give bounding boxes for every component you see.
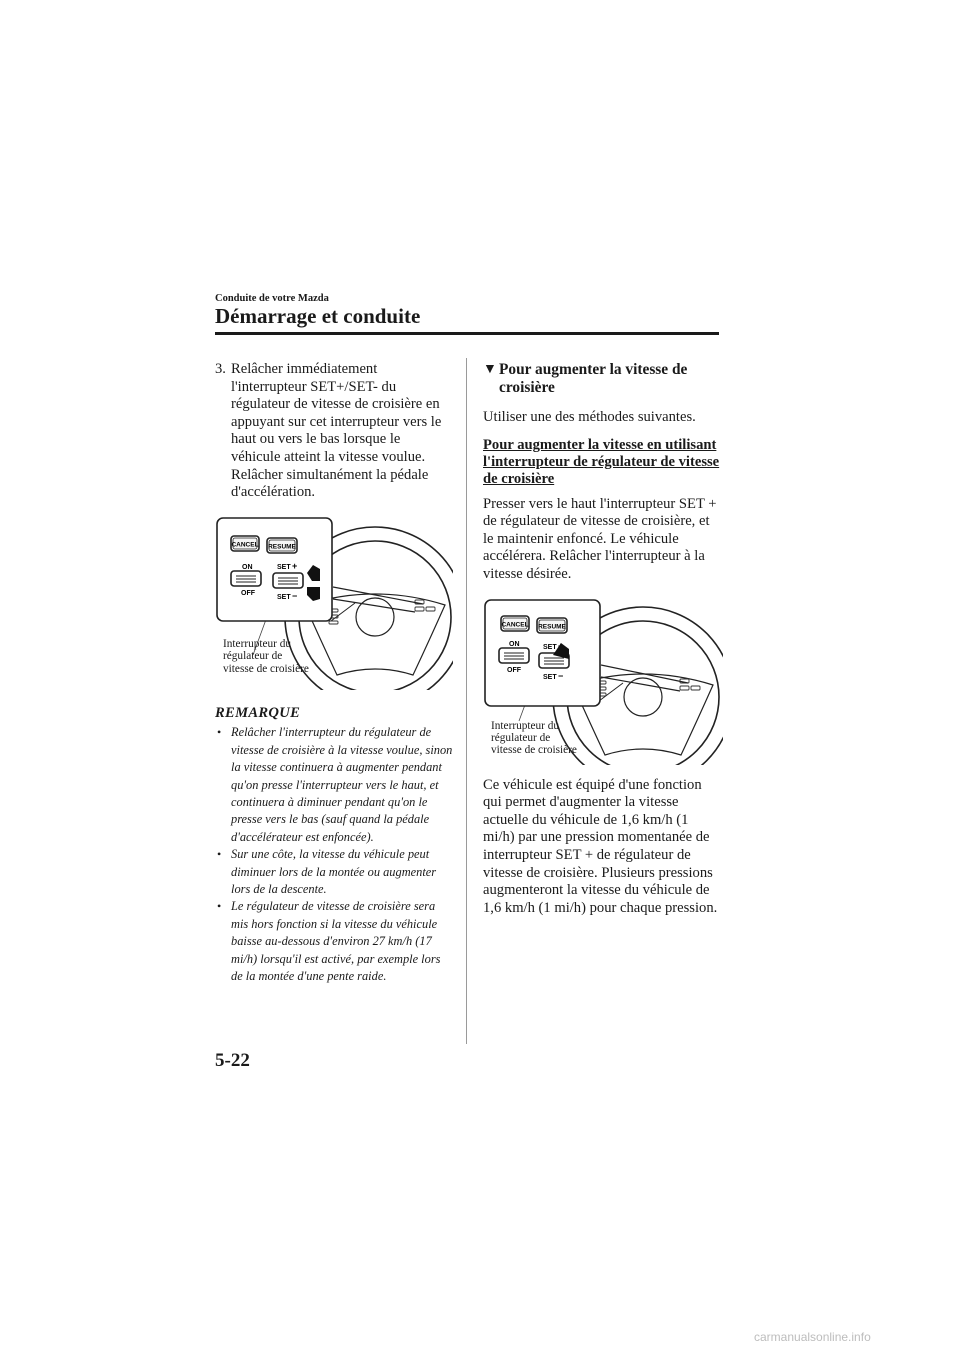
set-minus-label: SET xyxy=(543,673,557,681)
step-3 xyxy=(215,361,453,502)
note-item: • Relâcher l'interrupteur du régulateur de vitesse de croisière à la vitesse voulue, sinon la vitesse continuera à augmenter pendant qu'on presse l'interrupteur vers le haut, et continuera à diminuer pendant qu'on le presse vers le bas (sauf quand la pédale d'accélérateur est enfoncée). xyxy=(215,724,453,846)
section-label: Conduite de votre Mazda xyxy=(215,293,329,304)
on-off-switch xyxy=(499,648,529,663)
note-title: REMARQUE xyxy=(215,704,301,721)
resume-switch xyxy=(267,538,297,553)
subsection-title: ▼ Pour augmenter la vitesse de croisière xyxy=(483,361,688,396)
plus-symbol: + xyxy=(292,560,298,571)
set-minus-label: SET xyxy=(277,593,291,601)
on-off-switch xyxy=(231,571,261,586)
set-switch xyxy=(273,573,303,588)
set-plus-label: SET xyxy=(277,563,291,571)
method-title: Pour augmenter la vitesse en utilisant l'interrupteur de régulateur de vitesse de croisière xyxy=(483,436,720,487)
minus-symbol: − xyxy=(558,670,564,681)
on-label: ON xyxy=(509,640,520,648)
down-triangle-icon: ▼ xyxy=(483,362,497,377)
cancel-label: CANCEL xyxy=(231,541,259,549)
cancel-label: CANCEL xyxy=(501,621,529,629)
on-label: ON xyxy=(242,563,253,571)
figure-caption: Interrupteur du régulateur de vitesse de croisière xyxy=(223,637,309,675)
minus-symbol: − xyxy=(292,590,298,601)
note-item: • Sur une côte, la vitesse du véhicule peut diminuer lors de la montée ou augmenter lors de la descente. xyxy=(215,846,453,898)
watermark: carmanualsonline.info xyxy=(754,1330,871,1344)
column-divider xyxy=(466,358,467,1044)
closing-text: Ce véhicule est équipé d'une fonction qui permet d'augmenter la vitesse actuelle du véhicule de 1,6 km/h (1 mi/h) par une pression momentanée de interrupteur SET + de régulateur de vitesse de croisière. Plusieurs pressions augmenteront la vitesse du véhicule de 1,6 km/h (1 mi/h) pour chaque pression. xyxy=(483,776,718,916)
note-list xyxy=(215,724,453,985)
header-rule xyxy=(215,332,719,335)
cancel-switch xyxy=(501,616,529,631)
method-text: Presser vers le haut l'interrupteur SET + de régulateur de vitesse de croisière, et le maintenir enfoncé. Le véhicule accélérera. Relâcher l'interrupteur à la vitesse désirée. xyxy=(483,495,717,582)
off-label: OFF xyxy=(507,666,521,674)
cruise-switch-figure-1 xyxy=(215,517,453,690)
left-column xyxy=(215,361,453,985)
page-number: 5-22 xyxy=(215,1050,250,1071)
off-label: OFF xyxy=(241,589,255,597)
step-text: Relâcher immédiatement l'interrupteur SET+/SET- du régulateur de vitesse de croisière en appuyant sur cet interrupteur vers le haut ou vers le bas lorsque le véhicule atteint la vitesse voulue. Relâcher simultanément la pédale d'accélération. xyxy=(231,361,442,501)
chapter-title: Démarrage et conduite xyxy=(215,304,421,328)
resume-label: RESUME xyxy=(538,623,566,631)
set-plus-label: SET xyxy=(543,643,557,651)
right-column xyxy=(483,361,723,917)
intro-text: Utiliser une des méthodes suivantes. xyxy=(483,409,696,425)
cancel-switch xyxy=(231,536,259,551)
cruise-switch-figure-2 xyxy=(483,599,723,765)
note-item: • Le régulateur de vitesse de croisière sera mis hors fonction si la vitesse du véhicule baisse au-dessous d'environ 27 km/h (17 mi/h) lorsqu'il est activé, par exemple lors de la montée d'une pente raide. xyxy=(215,898,453,985)
figure-caption: Interrupteur du régulateur de vitesse de croisière xyxy=(491,719,577,757)
resume-label: RESUME xyxy=(268,543,296,551)
step-number: 3. xyxy=(215,361,226,377)
resume-switch xyxy=(537,618,567,633)
